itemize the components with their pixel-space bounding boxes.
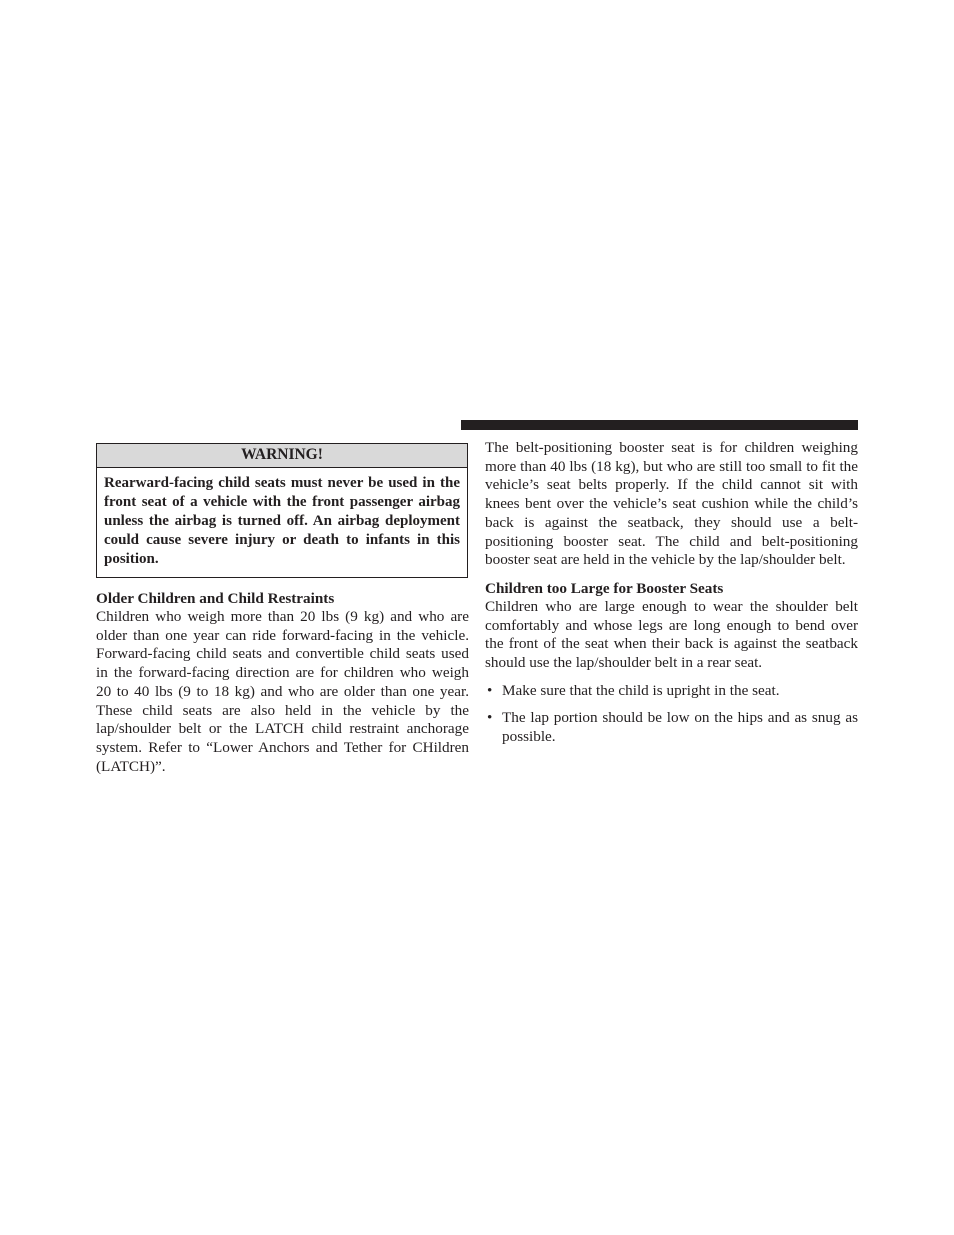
list-item (485, 682, 858, 701)
list-item-text: The lap portion should be low on the hips and as snug as possible. (502, 709, 858, 746)
list-item-text: Make sure that the child is upright in the seat. (502, 681, 780, 699)
warning-header: WARNING! (97, 444, 467, 468)
too-large-paragraph: Children who are large enough to wear the shoulder belt comfortably and whose legs are long enough to bend over the front of the seat when their back is against the seatback should use the lap/shoulder belt in a rear seat. (485, 597, 858, 672)
warning-text: Rearward-facing child seats must never be used in the front seat of a vehicle with the front passenger airbag unless the airbag is turned off. An airbag deployment could cause severe injury or death to infants in this position. (104, 475, 460, 567)
warning-box (96, 443, 468, 578)
right-column (485, 439, 858, 747)
booster-paragraph: The belt-positioning booster seat is for children weighing more than 40 lbs (18 kg), but who are still too small to fit the vehicle’s seat belts properly. If the child cannot sit with knees bent over the vehicle’s seat cushion while the child’s back is against the seatback, they should use a belt-positioning booster seat. The child and belt-positioning booster seat are held in the vehicle by the lap/shoulder belt. (485, 439, 858, 569)
bullet-icon: • (487, 709, 493, 727)
bullet-list (485, 682, 858, 747)
left-column (96, 443, 469, 776)
bullet-icon: • (487, 681, 493, 699)
list-item (485, 709, 858, 746)
too-large-heading: Children too Large for Booster Seats (485, 579, 724, 597)
section-rule (461, 420, 858, 430)
older-children-paragraph: Children who weigh more than 20 lbs (9 kg) and who are older than one year can ride forward-facing in the vehicle. Forward-facing child seats and convertible child seats used in the forward-facing direction are for children who weigh 20 to 40 lbs (9 to 18 kg) and who are older than one year. These child seats are also held in the vehicle by the lap/shoulder belt or the LATCH child restraint anchorage system. Refer to “Lower Anchors and Tether for CHildren (LATCH)”. (96, 608, 469, 775)
older-children-heading: Older Children and Child Restraints (96, 590, 335, 607)
